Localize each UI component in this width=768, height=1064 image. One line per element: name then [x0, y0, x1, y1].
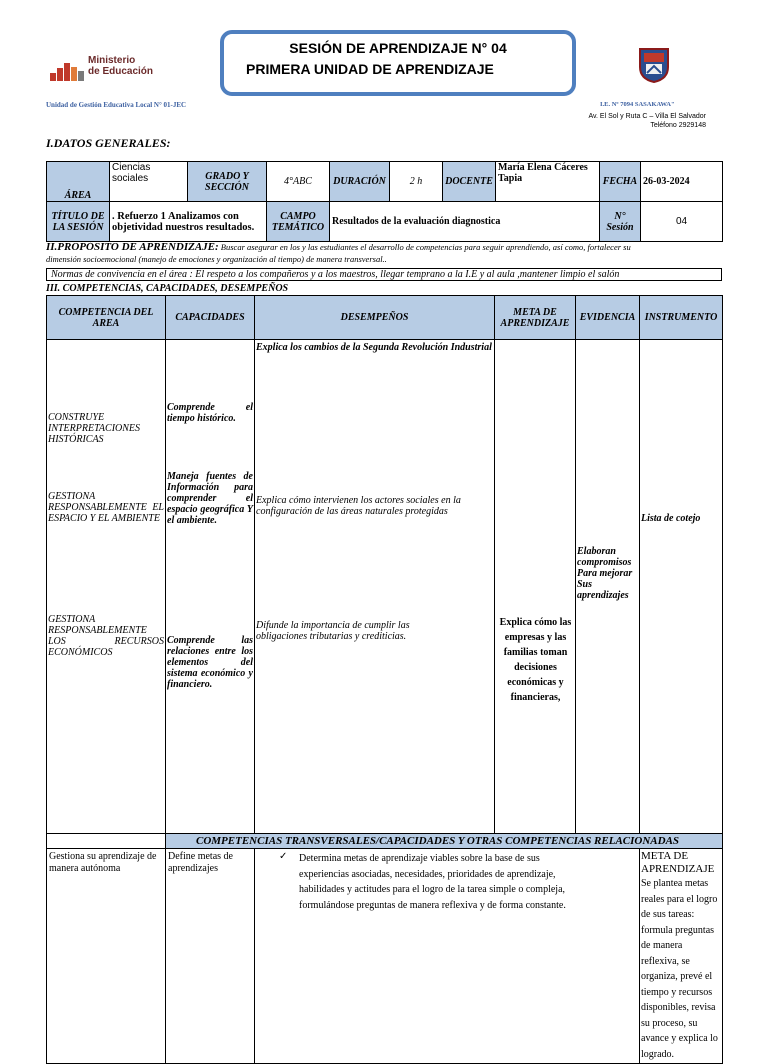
evidence-cell [576, 340, 640, 834]
ministry-logo-text [88, 55, 153, 77]
header-instrument: INSTRUMENTO [640, 296, 723, 340]
transversal-capacity: Define metas de aprendizajes [166, 849, 255, 1064]
performance-item: Explica los cambios de la Segunda Revolución Industrial [256, 342, 492, 353]
date-label: FECHA [600, 162, 641, 202]
transversal-goal-text: Se plantea metas reales para el logro de sus tareas: formula preguntas de manera reflexiva, se organiza, prevé el tiempo y recursos disponibles, revisa su proceso, su avance y explica lo logrado. [641, 878, 718, 1060]
header-evidence: EVIDENCIA [576, 296, 640, 340]
coexistence-norms: Normas de convivencia en el área : El respeto a los compañeros y a los maestros, llegar temprano a la I.E y al aula ,mantener limpio el salón [46, 268, 722, 281]
evidence-text: Elaboran compromisos Para mejorar Sus aprendizajes [577, 546, 633, 601]
field-value: Resultados de la evaluación diagnostica [330, 202, 600, 242]
instrument-cell [640, 340, 723, 834]
goal-text: Explica cómo las empresas y las familias toman decisiones económicas y financieras, [499, 617, 572, 703]
general-data-table [46, 161, 723, 242]
duration-value: 2 h [390, 162, 443, 202]
session-title-value: . Refuerzo 1 Analizamos con objetividad nuestros resultados. [110, 202, 267, 242]
teacher-label: DOCENTE [443, 162, 496, 202]
grade-value: 4°ABC [267, 162, 330, 202]
purpose-text-line2: dimensión socioemocional (manejo de emociones y organización al tiempo) de manera transversal.. [46, 254, 387, 264]
ministry-line1: Ministerio [88, 55, 136, 66]
instrument-text: Lista de cotejo [641, 513, 701, 524]
competency-item: GESTIONA RESPONSABLEMENTE LOS RECURSOS ECONÓMICOS [48, 614, 164, 658]
general-data-title: I.DATOS GENERALES: [46, 136, 171, 150]
capacity-item: Comprende las relaciones entre los elementos del sistema económico y financiero. [167, 635, 253, 690]
grade-label: GRADO Y SECCIÓN [188, 162, 267, 202]
session-number-label: N° Sesión [600, 202, 641, 242]
transversal-goal-cell [640, 849, 723, 1064]
title-box [220, 30, 576, 96]
school-crest-icon [636, 45, 672, 83]
header-goal: META DE APRENDIZAJE [495, 296, 576, 340]
transversal-performance-cell [255, 849, 640, 1064]
header-capacities: CAPACIDADES [166, 296, 255, 340]
performances-cell [255, 340, 495, 834]
performance-item: Difunde la importancia de cumplir las obligaciones tributarias y crediticias. [256, 620, 410, 642]
capacity-item: Maneja fuentes de Información para comprender el espacio geográfica Y el ambiente. [167, 471, 253, 526]
transversal-header-spacer [47, 834, 166, 849]
competencies-title: III. COMPETENCIAS, CAPACIDADES, DESEMPEÑOS [46, 283, 289, 294]
transversal-competency: Gestiona su aprendizaje de manera autónoma [47, 849, 166, 1064]
ministry-line2: de Educación [88, 66, 154, 77]
teacher-value: María Elena Cáceres Tapia [496, 162, 600, 202]
school-name: I.E. Nº 7094 SASAKAWA" [600, 101, 675, 108]
check-icon: ✓ [279, 851, 288, 862]
transversal-header: COMPETENCIAS TRANSVERSALES/CAPACIDADES Y OTRAS COMPETENCIAS RELACIONADAS [166, 834, 723, 849]
transversal-goal-title: META DE APRENDIZAJE [641, 850, 715, 875]
goal-cell [495, 340, 576, 834]
unit-title: PRIMERA UNIDAD DE APRENDIZAJE [246, 61, 494, 77]
phone-line: Teléfono 2929148 [650, 122, 706, 129]
transversal-performance: Determina metas de aprendizaje viables sobre la base de sus experiencias asociadas, necesidades, prioridades de aprendizaje, habilidades y actitudes para el logro de la tarea simple o compleja, formulándose preguntas de manera reflexiva y de forma constante. [299, 853, 566, 911]
purpose-text: Buscar asegurar en los y las estudiantes el desarrollo de competencias para seguir aprendiendo, así como, fortalecer su [218, 242, 631, 252]
competency-cell [47, 340, 166, 834]
purpose-title: II.PROPÓSITO DE APRENDIZAJE: [46, 242, 219, 253]
ministry-logo [46, 53, 166, 83]
purpose-line1 [46, 242, 746, 254]
area-label: ÁREA [47, 162, 110, 202]
field-label: CAMPO TEMÁTICO [267, 202, 330, 242]
competencies-table [46, 295, 723, 1064]
capacity-item: Comprende el tiempo histórico. [167, 402, 253, 424]
competency-item: CONSTRUYE INTERPRETACIONES HISTÓRICAS [48, 412, 141, 445]
performance-item: Explica cómo intervienen los actores sociales en la configuración de las áreas naturales protegidas [256, 495, 461, 517]
session-number-value: 04 [641, 202, 723, 242]
date-value: 26-03-2024 [641, 162, 723, 202]
ugel-label: Unidad de Gestión Educativa Local N° 01-JEC [46, 101, 187, 109]
session-title: SESIÓN DE APRENDIZAJE N° 04 [289, 40, 507, 56]
duration-label: DURACIÓN [330, 162, 390, 202]
school-address [566, 112, 706, 130]
header-competency: COMPETENCIA DEL AREA [47, 296, 166, 340]
capacities-cell [166, 340, 255, 834]
competency-item: GESTIONA RESPONSABLEMENTE EL ESPACIO Y EL AMBIENTE [48, 491, 164, 524]
session-title-label: TÍTULO DE LA SESIÓN [47, 202, 110, 242]
address-line: Av. El Sol y Ruta C – Villa El Salvador [588, 113, 706, 120]
header-performances: DESEMPEÑOS [255, 296, 495, 340]
ministry-logo-icon [46, 59, 86, 81]
area-value: Ciencias sociales [110, 162, 188, 202]
